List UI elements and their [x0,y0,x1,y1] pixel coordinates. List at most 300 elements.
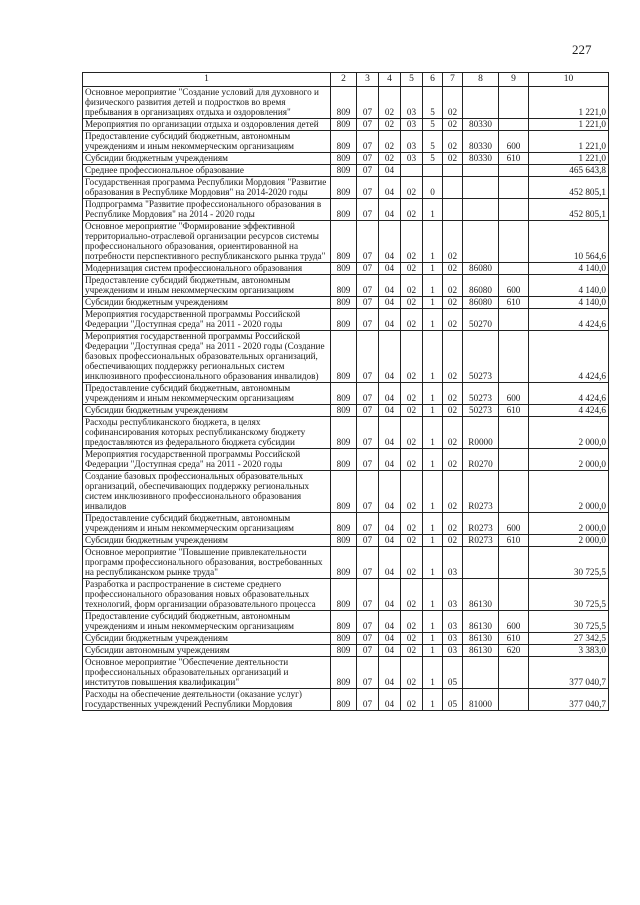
row-exp-type: 610 [499,633,529,645]
row-subprog: 5 [423,153,443,165]
row-rz: 07 [357,263,379,275]
row-event: 03 [443,579,463,611]
row-pr: 04 [379,611,401,633]
row-exp-type [499,417,529,449]
row-subprog: 1 [423,405,443,417]
row-gr: 809 [331,297,357,309]
page-number: 227 [572,42,592,57]
row-pr: 04 [379,177,401,199]
row-direction: 50273 [463,331,499,383]
row-rz: 07 [357,177,379,199]
table-row [83,579,609,611]
table-header-row [83,73,609,87]
row-sum: 4 140,0 [529,275,609,297]
table-row [83,177,609,199]
table-row [83,87,609,119]
row-subprog: 1 [423,199,443,221]
row-prog: 03 [401,87,423,119]
row-sum: 2 000,0 [529,535,609,547]
row-sum: 452 805,1 [529,177,609,199]
row-subprog: 1 [423,383,443,405]
table-row [83,471,609,513]
row-name: Основное мероприятие "Формирование эффективной территориально-отраслевой организации ресурсов системы профессионального образования, ориентированной на потребности перспективного республиканского рынка труда" [83,221,331,263]
row-exp-type: 600 [499,275,529,297]
row-direction: 86080 [463,263,499,275]
row-gr: 809 [331,645,357,657]
row-subprog: 1 [423,221,443,263]
row-exp-type [499,579,529,611]
row-name: Субсидии бюджетным учреждениям [83,535,331,547]
row-event: 02 [443,513,463,535]
row-exp-type [499,221,529,263]
table-row [83,119,609,131]
row-exp-type: 610 [499,297,529,309]
row-direction [463,221,499,263]
row-prog: 02 [401,633,423,645]
row-event: 03 [443,633,463,645]
row-sum: 4 140,0 [529,263,609,275]
table-row [83,633,609,645]
row-name: Субсидии бюджетным учреждениям [83,153,331,165]
row-subprog: 1 [423,331,443,383]
row-direction: 86130 [463,645,499,657]
row-direction: 86130 [463,633,499,645]
table-row [83,611,609,633]
row-rz: 07 [357,383,379,405]
row-sum: 4 140,0 [529,297,609,309]
row-direction [463,177,499,199]
row-prog: 02 [401,199,423,221]
row-sum: 30 725,5 [529,547,609,579]
row-subprog: 5 [423,119,443,131]
row-subprog: 1 [423,633,443,645]
row-sum: 4 424,6 [529,309,609,331]
table-row [83,689,609,711]
row-direction: 86080 [463,297,499,309]
row-event: 03 [443,611,463,633]
row-direction: R0273 [463,471,499,513]
row-event: 02 [443,383,463,405]
row-event: 02 [443,331,463,383]
row-event: 02 [443,119,463,131]
row-direction [463,657,499,689]
row-subprog: 0 [423,177,443,199]
row-subprog: 1 [423,275,443,297]
row-pr: 04 [379,471,401,513]
row-subprog: 1 [423,611,443,633]
row-direction [463,87,499,119]
row-rz: 07 [357,579,379,611]
row-rz: 07 [357,633,379,645]
row-rz: 07 [357,689,379,711]
row-subprog: 1 [423,513,443,535]
row-exp-type [499,177,529,199]
row-pr: 04 [379,309,401,331]
header-col-6: 6 [423,73,443,87]
row-event [443,165,463,177]
row-prog: 02 [401,383,423,405]
row-gr: 809 [331,689,357,711]
row-gr: 809 [331,405,357,417]
row-sum: 27 342,5 [529,633,609,645]
row-name: Основное мероприятие "Обеспечение деятельности профессиональных образовательных организаций и институтов повышения квалификации" [83,657,331,689]
table-row [83,153,609,165]
row-name: Модернизация систем профессионального образования [83,263,331,275]
row-pr: 04 [379,645,401,657]
row-gr: 809 [331,547,357,579]
row-subprog: 1 [423,547,443,579]
row-exp-type: 610 [499,153,529,165]
row-name: Предоставление субсидий бюджетным, автономным учреждениям и иным некоммерческим организациям [83,383,331,405]
row-sum: 1 221,0 [529,131,609,153]
row-exp-type [499,87,529,119]
row-pr: 04 [379,657,401,689]
row-gr: 809 [331,165,357,177]
row-exp-type [499,331,529,383]
row-event [443,177,463,199]
row-prog: 02 [401,513,423,535]
row-gr: 809 [331,153,357,165]
row-gr: 809 [331,309,357,331]
row-prog: 02 [401,221,423,263]
row-exp-type: 600 [499,611,529,633]
row-sum: 377 040,7 [529,657,609,689]
row-event [443,199,463,221]
row-exp-type [499,547,529,579]
row-gr: 809 [331,275,357,297]
row-sum: 2 000,0 [529,513,609,535]
row-prog: 02 [401,471,423,513]
row-sum: 377 040,7 [529,689,609,711]
row-pr: 02 [379,153,401,165]
row-direction: 86130 [463,579,499,611]
row-direction: 50273 [463,405,499,417]
row-name: Подпрограмма "Развитие профессионального образования в Республике Мордовия" на 2014 - 2020 годы [83,199,331,221]
header-col-1: 1 [83,73,331,87]
row-exp-type [499,199,529,221]
row-exp-type [499,689,529,711]
row-subprog: 1 [423,645,443,657]
row-name: Предоставление субсидий бюджетным, автономным учреждениям и иным некоммерческим организациям [83,275,331,297]
row-prog: 03 [401,119,423,131]
row-event: 05 [443,689,463,711]
row-prog: 02 [401,535,423,547]
row-direction [463,199,499,221]
row-direction: 50273 [463,383,499,405]
row-pr: 02 [379,119,401,131]
row-pr: 04 [379,449,401,471]
row-prog: 02 [401,331,423,383]
row-rz: 07 [357,417,379,449]
row-direction [463,547,499,579]
row-gr: 809 [331,611,357,633]
row-event: 02 [443,449,463,471]
table-row [83,165,609,177]
row-rz: 07 [357,331,379,383]
row-exp-type [499,449,529,471]
table-row [83,535,609,547]
row-prog: 02 [401,657,423,689]
row-name: Расходы на обеспечение деятельности (оказание услуг) государственных учреждений Республики Мордовия [83,689,331,711]
row-event: 02 [443,275,463,297]
row-prog: 02 [401,297,423,309]
row-subprog: 1 [423,309,443,331]
row-sum: 1 221,0 [529,153,609,165]
row-rz: 07 [357,471,379,513]
row-pr: 02 [379,131,401,153]
row-subprog: 1 [423,579,443,611]
row-pr: 04 [379,297,401,309]
row-rz: 07 [357,535,379,547]
row-rz: 07 [357,275,379,297]
row-subprog [423,165,443,177]
row-name: Субсидии бюджетным учреждениям [83,405,331,417]
header-col-7: 7 [443,73,463,87]
row-name: Предоставление субсидий бюджетным, автономным учреждениям и иным некоммерческим организациям [83,513,331,535]
row-sum: 2 000,0 [529,417,609,449]
row-direction: 80330 [463,153,499,165]
row-name: Расходы республиканского бюджета, в целях софинансирования которых республиканскому бюджету предоставляются из федерального бюджета субсидии [83,417,331,449]
row-rz: 07 [357,297,379,309]
row-sum: 2 000,0 [529,449,609,471]
row-prog: 02 [401,177,423,199]
row-exp-type: 600 [499,131,529,153]
row-name: Субсидии автономным учреждениям [83,645,331,657]
row-event: 05 [443,657,463,689]
row-event: 02 [443,87,463,119]
row-pr: 04 [379,513,401,535]
table-row [83,513,609,535]
row-pr: 04 [379,405,401,417]
row-name: Субсидии бюджетным учреждениям [83,297,331,309]
header-col-3: 3 [357,73,379,87]
row-event: 02 [443,153,463,165]
row-pr: 04 [379,547,401,579]
row-event: 02 [443,131,463,153]
row-subprog: 1 [423,417,443,449]
row-event: 02 [443,405,463,417]
row-name: Разработка и распространение в системе среднего профессионального образования новых образовательных технологий, форм организации образовательного процесса [83,579,331,611]
row-prog: 02 [401,405,423,417]
row-rz: 07 [357,199,379,221]
row-exp-type [499,263,529,275]
header-col-2: 2 [331,73,357,87]
row-prog: 02 [401,417,423,449]
row-subprog: 1 [423,657,443,689]
table-row [83,449,609,471]
row-sum: 1 221,0 [529,119,609,131]
row-subprog: 1 [423,449,443,471]
row-gr: 809 [331,449,357,471]
row-rz: 07 [357,131,379,153]
row-event: 02 [443,535,463,547]
table-row [83,417,609,449]
row-rz: 07 [357,405,379,417]
header-col-5: 5 [401,73,423,87]
row-prog: 02 [401,645,423,657]
row-name: Государственная программа Республики Мордовия "Развитие образования в Республике Мордовия" на 2014-2020 годы [83,177,331,199]
table-row [83,383,609,405]
row-exp-type [499,657,529,689]
row-rz: 07 [357,645,379,657]
row-gr: 809 [331,263,357,275]
row-pr: 04 [379,689,401,711]
row-event: 02 [443,221,463,263]
row-pr: 04 [379,417,401,449]
row-direction: 86130 [463,611,499,633]
row-prog: 02 [401,309,423,331]
row-name: Основное мероприятие "Создание условий для духовного и физического развития детей и подростков во время пребывания в организациях отдыха и оздоровления" [83,87,331,119]
row-rz: 07 [357,153,379,165]
row-gr: 809 [331,199,357,221]
row-pr: 04 [379,383,401,405]
row-gr: 809 [331,131,357,153]
row-exp-type: 600 [499,383,529,405]
row-name: Создание базовых профессиональных образовательных организаций, обеспечивающих поддержку региональных систем инклюзивного профессионального образования инвалидов [83,471,331,513]
row-sum: 30 725,5 [529,579,609,611]
row-gr: 809 [331,177,357,199]
row-name: Мероприятия по организации отдыха и оздоровления детей [83,119,331,131]
row-gr: 809 [331,221,357,263]
row-gr: 809 [331,535,357,547]
table-row [83,547,609,579]
row-pr: 04 [379,275,401,297]
row-exp-type: 610 [499,405,529,417]
table-row [83,309,609,331]
table-row [83,221,609,263]
row-name: Субсидии бюджетным учреждениям [83,633,331,645]
row-prog: 02 [401,263,423,275]
row-direction: 81000 [463,689,499,711]
row-event: 02 [443,471,463,513]
row-event: 02 [443,309,463,331]
row-gr: 809 [331,417,357,449]
row-subprog: 1 [423,471,443,513]
row-exp-type [499,119,529,131]
row-rz: 07 [357,449,379,471]
row-prog: 02 [401,689,423,711]
table-row [83,645,609,657]
row-prog: 02 [401,275,423,297]
row-event: 03 [443,645,463,657]
header-col-4: 4 [379,73,401,87]
row-sum: 3 383,0 [529,645,609,657]
table-row [83,263,609,275]
row-event: 02 [443,263,463,275]
row-prog: 03 [401,153,423,165]
row-event: 03 [443,547,463,579]
row-sum: 30 725,5 [529,611,609,633]
row-prog: 02 [401,449,423,471]
row-gr: 809 [331,471,357,513]
row-exp-type [499,309,529,331]
table-row [83,297,609,309]
row-direction: 50270 [463,309,499,331]
row-gr: 809 [331,633,357,645]
row-subprog: 5 [423,87,443,119]
table-row [83,405,609,417]
row-direction: R0273 [463,535,499,547]
header-col-10: 10 [529,73,609,87]
row-direction: 80330 [463,119,499,131]
row-pr: 04 [379,165,401,177]
row-pr: 04 [379,331,401,383]
row-rz: 07 [357,513,379,535]
row-gr: 809 [331,119,357,131]
row-name: Предоставление субсидий бюджетным, автономным учреждениям и иным некоммерческим организациям [83,611,331,633]
row-sum: 465 643,8 [529,165,609,177]
row-subprog: 1 [423,689,443,711]
budget-table [82,72,609,711]
row-name: Мероприятия государственной программы Российской Федерации "Доступная среда" на 2011 - 2020 годы [83,449,331,471]
row-exp-type: 610 [499,535,529,547]
row-gr: 809 [331,331,357,383]
row-rz: 07 [357,87,379,119]
row-pr: 04 [379,199,401,221]
row-direction: 80330 [463,131,499,153]
row-pr: 04 [379,579,401,611]
row-subprog: 1 [423,263,443,275]
header-col-8: 8 [463,73,499,87]
table-row [83,131,609,153]
table-row [83,331,609,383]
row-direction: R0270 [463,449,499,471]
row-exp-type [499,471,529,513]
row-gr: 809 [331,657,357,689]
row-pr: 02 [379,87,401,119]
row-gr: 809 [331,383,357,405]
row-event: 02 [443,297,463,309]
row-name: Мероприятия государственной программы Российской Федерации "Доступная среда" на 2011 - 2020 годы [83,309,331,331]
row-rz: 07 [357,657,379,689]
table-row [83,199,609,221]
row-name: Предоставление субсидий бюджетным, автономным учреждениям и иным некоммерческим организациям [83,131,331,153]
row-name: Мероприятия государственной программы Российской Федерации "Доступная среда" на 2011 - 2020 годы (Создание базовых профессиональных образовательных организаций, обеспечивающих поддержку региональных систем инклюзивного профессионального образования инвалидов) [83,331,331,383]
row-direction: R0000 [463,417,499,449]
row-rz: 07 [357,309,379,331]
row-rz: 07 [357,547,379,579]
row-exp-type: 620 [499,645,529,657]
row-prog: 02 [401,547,423,579]
row-rz: 07 [357,165,379,177]
row-pr: 04 [379,633,401,645]
row-direction: R0273 [463,513,499,535]
row-rz: 07 [357,221,379,263]
row-sum: 10 564,6 [529,221,609,263]
row-name: Среднее профессиональное образование [83,165,331,177]
row-sum: 1 221,0 [529,87,609,119]
row-pr: 04 [379,263,401,275]
row-pr: 04 [379,535,401,547]
row-exp-type: 600 [499,513,529,535]
row-gr: 809 [331,513,357,535]
row-prog: 03 [401,131,423,153]
row-gr: 809 [331,87,357,119]
row-prog [401,165,423,177]
row-sum: 4 424,6 [529,405,609,417]
row-sum: 452 805,1 [529,199,609,221]
row-prog: 02 [401,579,423,611]
row-subprog: 5 [423,131,443,153]
row-exp-type [499,165,529,177]
row-direction: 86080 [463,275,499,297]
row-sum: 4 424,6 [529,331,609,383]
row-rz: 07 [357,119,379,131]
row-sum: 2 000,0 [529,471,609,513]
row-rz: 07 [357,611,379,633]
row-direction [463,165,499,177]
row-sum: 4 424,6 [529,383,609,405]
